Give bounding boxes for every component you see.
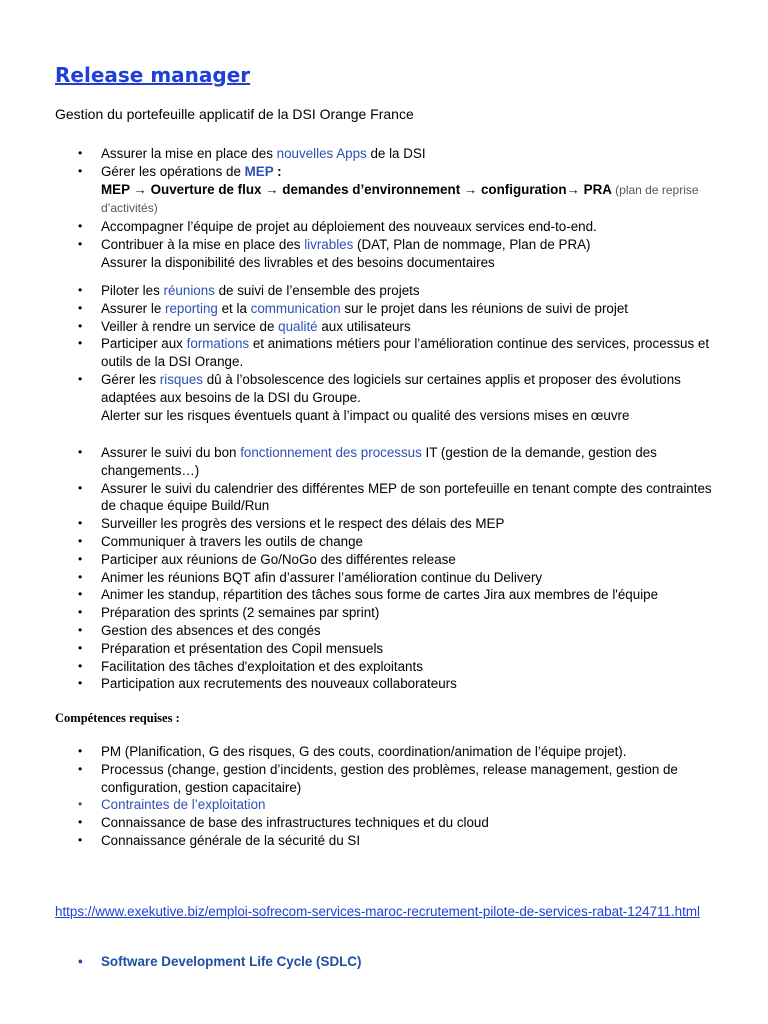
list-item: • Participer aux formations et animations métiers pour l’amélioration continue des services, processus et outils de la DSI Orange. [78,335,728,371]
list-item: • Gérer les opérations de MEP : MEP → Ouverture de flux → demandes d’environnement → configuration→ PRA (plan de reprise d’activités) [78,163,728,218]
list-item: • Préparation et présentation des Copil mensuels [78,640,728,658]
list-item: • Connaissance de base des infrastructures techniques et du cloud [78,814,728,832]
list-item: • Communiquer à travers les outils de change [78,533,728,551]
list-item: • Surveiller les progrès des versions et le respect des délais des MEP [78,515,728,533]
list-item: • Participation aux recrutements des nouveaux collaborateurs [78,675,728,693]
list-item: • Préparation des sprints (2 semaines par sprint) [78,604,728,622]
list-item: • Facilitation des tâches d'exploitation et des exploitants [78,658,728,676]
page-title: Release manager [55,63,251,87]
list-item: • Piloter les réunions de suivi de l’ensemble des projets [78,282,728,300]
sdlc-item: • Software Development Life Cycle (SDLC) [78,954,361,969]
list-item: • Contraintes de l’exploitation [78,796,728,814]
list-item: • Processus (change, gestion d’incidents, gestion des problèmes, release management, gestion de configuration, gestion capacitaire) [78,761,728,797]
subtitle: Gestion du portefeuille applicatif de la DSI Orange France [55,106,414,122]
list-item: • Assurer la mise en place des nouvelles Apps de la DSI [78,145,728,163]
job-offer-link[interactable]: https://www.exekutive.biz/emploi-sofrecom-services-maroc-recrutement-pilote-de-services-rabat-124711.html [55,904,700,919]
list-item: • Assurer le reporting et la communication sur le projet dans les réunions de suivi de projet [78,300,728,318]
list-pilotage [78,282,728,424]
list-suivi [78,444,728,693]
list-item: • Assurer le suivi du calendrier des différentes MEP de son portefeuille en tenant compte des contraintes de chaque équipe Build/Run [78,480,728,516]
list-item: • Connaissance générale de la sécurité du SI [78,832,728,850]
list-item: • Veiller à rendre un service de qualité aux utilisateurs [78,318,728,336]
list-item: • Assurer le suivi du bon fonctionnement des processus IT (gestion de la demande, gestion des changements…) [78,444,728,480]
list-item: • Animer les standup, répartition des tâches sous forme de cartes Jira aux membres de l'équipe [78,586,728,604]
list-item: • Participer aux réunions de Go/NoGo des différentes release [78,551,728,569]
list-item: • Gestion des absences et des congés [78,622,728,640]
competences-heading: Compétences requises : [55,711,180,725]
mep-flow: MEP → Ouverture de flux → demandes d’environnement → configuration→ PRA [101,181,612,197]
list-item: • PM (Planification, G des risques, G des couts, coordination/animation de l’équipe projet). [78,743,728,761]
list-item: • Animer les réunions BQT afin d’assurer l’amélioration continue du Delivery [78,569,728,587]
list-item: • Accompagner l’équipe de projet au déploiement des nouveaux services end-to-end. [78,218,728,236]
list-mission-apps [78,145,728,272]
list-competences [78,743,728,850]
list-item: • Contribuer à la mise en place des livrables (DAT, Plan de nommage, Plan de PRA) Assurer la disponibilité des livrables et des besoins documentaires [78,236,728,272]
list-item: • Gérer les risques dû à l’obsolescence des logiciels sur certaines applis et proposer des évolutions adaptées aux besoins de la DSI du Groupe. Alerter sur les risques éventuels quant à l’impact ou qualité des versions mises en œuvre [78,371,728,424]
